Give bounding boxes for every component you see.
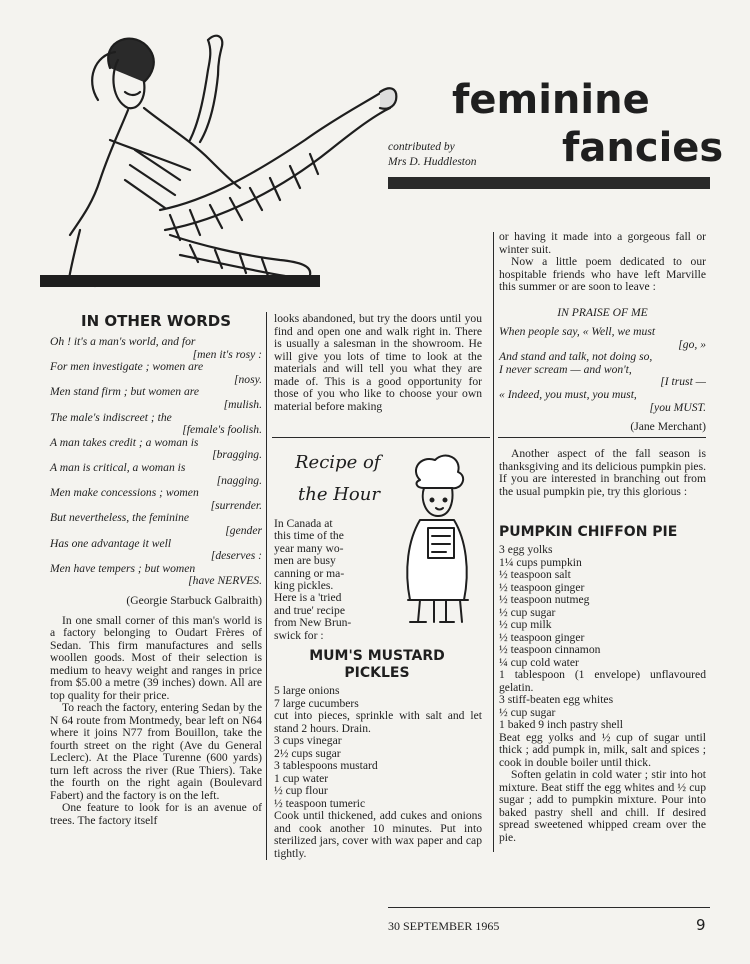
ingredient: ½ cup flour: [274, 784, 328, 797]
poem-title: IN PRAISE OF ME: [557, 306, 648, 319]
poem-line: And stand and talk, not doing so,: [499, 350, 653, 364]
paragraph: In one small corner of this man's world is a factory belonging to Oudart Frères of Sedan. This firm manufactures and sells woollen goods. Most of their selection is medium to heavy weight and ranges in price from $5.00 a metre (39 inches) down. All are top quality for their price.: [50, 613, 262, 702]
intro-line: year many wo-: [274, 541, 344, 555]
intro-line: In Canada at: [274, 517, 333, 530]
intro-line: this time of the: [274, 529, 344, 543]
column-3-top: [499, 231, 706, 294]
poem-line: When people say, « Well, we must: [499, 325, 656, 338]
ingredients-group-2: [274, 735, 482, 810]
mustard-pickles-recipe: [274, 685, 482, 860]
poem-line-cont: [you MUST.: [649, 400, 706, 414]
poem-line: A man takes credit ; a woman is: [50, 435, 199, 449]
ingredient: ½ teaspoon nutmeg: [499, 593, 590, 606]
ingredient: ½ cup sugar: [499, 605, 556, 619]
footer-rule: [388, 907, 710, 908]
factory-article: [50, 615, 262, 828]
ingredient: 1 tablespoon (1 envelope) unflavoured gelatin.: [499, 668, 706, 694]
recipe-of-hour-line2: the Hour: [298, 484, 380, 505]
poem-line: Has one advantage it well: [50, 536, 172, 550]
title-feminine: feminine: [452, 77, 650, 123]
contrib-line-2: Mrs D. Huddleston: [388, 156, 477, 168]
column-divider-1: [266, 312, 267, 860]
col3-text-1: or having it made into a gorgeous fall or winter suit.: [499, 230, 706, 256]
intro-line: swick for :: [274, 628, 324, 642]
ingredient: 3 cups vinegar: [274, 734, 342, 747]
poem-line: A man is critical, a woman is: [50, 460, 186, 474]
ingredient: 1 baked 9 inch pastry shell: [499, 718, 623, 731]
ingredient: ½ teaspoon ginger: [499, 580, 585, 594]
section-rule-col3: [498, 437, 706, 438]
section-rule-col2: [272, 437, 490, 438]
recipe-of-hour-line1: Recipe of: [295, 452, 381, 473]
ingredient: ¼ cup cold water: [499, 655, 579, 669]
title-fancies: fancies: [562, 125, 724, 171]
poem-line-cont: [I trust —: [660, 375, 706, 389]
recipe-title-line2: PICKLES: [344, 665, 410, 681]
poem-line-cont: [mulish.: [223, 397, 262, 411]
heading-in-other-words: IN OTHER WORDS: [80, 312, 231, 330]
intro-line: canning or ma-: [274, 566, 345, 580]
ingredient: 3 stiff-beaten egg whites: [499, 693, 614, 706]
poem-line-cont: [men it's rosy :: [192, 347, 262, 361]
column-1: [50, 312, 262, 827]
poem-line: For men investigate ; women are: [50, 360, 204, 374]
col3-text-2: Now a little poem dedicated to our hospitable friends who have left Marville this summer or are soon to leave :: [499, 255, 706, 293]
ingredient: 1¼ cups pumpkin: [499, 555, 582, 569]
poem-line: Men make concessions ; women: [50, 486, 199, 500]
poem-line-cont: [gender: [225, 523, 262, 537]
poem-line-cont: [bragging.: [212, 448, 262, 462]
paragraph: One feature to look for is an avenue of trees. The factory itself: [50, 801, 262, 827]
intro-line: from New Brun-: [274, 616, 352, 630]
poem-line-cont: [female's foolish.: [182, 423, 262, 437]
intro-line: men are busy: [274, 554, 336, 568]
ingredient: ½ teaspoon cinnamon: [499, 643, 601, 656]
ingredient: ½ cup sugar: [499, 705, 556, 719]
ingredient: ½ teaspoon ginger: [499, 630, 585, 644]
poem-line: Men have tempers ; but women: [50, 561, 196, 575]
poem-line: « Indeed, you must, you must,: [499, 387, 637, 401]
recipe-intro: [274, 518, 392, 642]
intro-line: Here is a 'tried: [274, 591, 342, 605]
recipe-title-pumpkin-pie: PUMPKIN CHIFFON PIE: [499, 524, 678, 540]
pumpkin-method-1: Beat egg yolks and ½ cup of sugar until thick ; add pumpk in, milk, salt and spices ; cook in double boiler until thick.: [499, 730, 706, 769]
poem-line: But nevertheless, the feminine: [50, 511, 190, 525]
pumpkin-method-2: Soften gelatin in cold water ; stir into hot mixture. Beat stiff the egg whites and ½ cup sugar ; add to pumpkin mixture. Pour into baked pastry shell and chill. If desired spread sweetened whipped cream over the pie.: [499, 768, 706, 844]
poem-author: (Georgie Starbuck Galbraith): [126, 593, 262, 607]
footer-date: 30 SEPTEMBER 1965: [388, 919, 500, 933]
poem-line: Oh ! it's a man's world, and for: [50, 335, 196, 348]
poem-in-other-words: [50, 336, 262, 588]
recipe-title-line1: MUM'S MUSTARD: [309, 648, 445, 664]
intro-line: and true' recipe: [274, 603, 345, 617]
pumpkin-intro: [499, 448, 706, 498]
ingredient: 3 tablespoons mustard: [274, 759, 378, 772]
ingredients-group-1: [274, 685, 482, 710]
title-rule: [388, 177, 710, 189]
pumpkin-recipe: [499, 544, 706, 844]
ingredient: 1 cup water: [274, 771, 329, 785]
ingredient: 3 egg yolks: [499, 543, 553, 556]
woman-illustration: [40, 30, 400, 315]
column-divider-2: [493, 232, 494, 852]
poem-line-cont: [surrender.: [210, 498, 262, 512]
poem-lines: [499, 326, 706, 414]
instructions-1: cut into pieces, sprinkle with salt and let stand 2 hours. Drain.: [274, 709, 482, 735]
poem-line: Men stand firm ; but women are: [50, 385, 199, 399]
pumpkin-ingredients: [499, 544, 706, 732]
contrib-line-1: contributed by: [388, 141, 455, 153]
ingredient: ½ teaspoon salt: [499, 568, 571, 581]
poem-author: (Jane Merchant): [630, 420, 706, 434]
intro-line: king pickles.: [274, 579, 334, 593]
pumpkin-intro-text: Another aspect of the fall season is thanksgiving and its delicious pumpkin pies. If you are interested in branching out from the usual pumpkin pie, try this glorious :: [499, 447, 706, 498]
instructions-2: Cook until thickened, add cukes and onions and cook another 10 minutes. Put into sterilized jars, cover with wax paper and cap tightly.: [274, 809, 482, 860]
poem-line-cont: [deserves :: [210, 549, 262, 563]
poem-line: The male's indiscreet ; the: [50, 410, 172, 424]
column-2-top: looks abandoned, but try the doors until you find and open one and walk right in. There is usually a salesman in the showroom. He will give you lots of time to look at the materials and will tell you what they are made of. This is a good opportunity for those of you who like to choose your own material before making: [274, 312, 482, 413]
ingredient: 5 large onions: [274, 684, 340, 697]
paragraph: To reach the factory, entering Sedan by the N 64 route from Montmedy, bear left on N64 where it joins N77 from Bouillon, take the fourth street on the right (Ave du General Leclerc). At the Place Turenne (600 yards) turn left across the river (Rue Thiers). Take the fourth on the right again (Boulevard Fabert) and the factory is on the left.: [50, 701, 262, 802]
contributor-credit: [388, 140, 477, 170]
ingredient: 2½ cups sugar: [274, 746, 341, 760]
ingredient: ½ teaspoon tumeric: [274, 796, 366, 810]
poem-in-praise-of-me: [499, 306, 706, 433]
chef-illustration: [390, 450, 485, 630]
poem-line-cont: [have NERVES.: [188, 574, 262, 588]
recipe-title-mustard-pickles: [272, 648, 482, 682]
ingredient: 7 large cucumbers: [274, 696, 359, 710]
ingredient: ½ cup milk: [499, 618, 552, 631]
page-number: 9: [696, 916, 706, 934]
poem-line-cont: [nagging.: [216, 473, 262, 487]
poem-line-cont: [go, »: [678, 337, 706, 351]
poem-line: I never scream — and won't,: [499, 362, 632, 376]
poem-line-cont: [nosy.: [233, 372, 262, 386]
